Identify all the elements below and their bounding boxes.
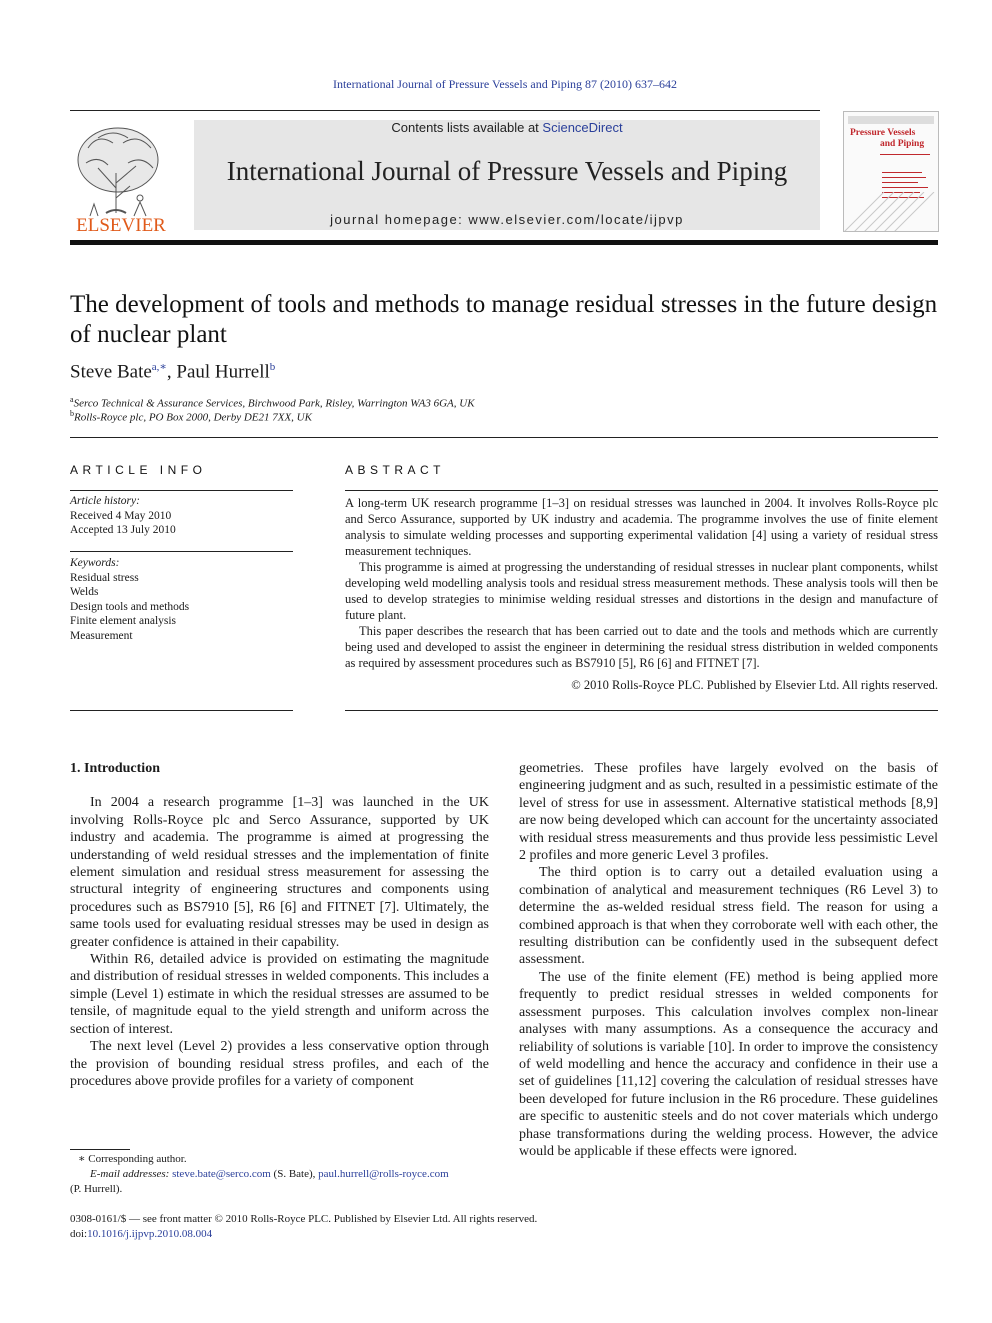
affiliation-mark: b [70,409,74,418]
info-rule [70,490,293,491]
info-rule [70,710,293,711]
affiliation-text: Serco Technical & Assurance Services, Birchwood Park, Risley, Warrington WA3 6GA, UK [73,397,475,410]
abstract-paragraph: A long-term UK research programme [1–3] on residual stresses was launched in 2004. It involves Rolls-Royce plc and Serco Assurance, supported by UK industry and academia. The programme involves the use of finite element analysis to simulate welding processes and supporting experimental validation [4] using a variety of residual stress measurement techniques. [345,496,938,558]
abstract-body [345,495,938,693]
accepted-date: Accepted 13 July 2010 [70,524,176,536]
journal-citation[interactable]: International Journal of Pressure Vessels and Piping 87 (2010) 637–642 [332,77,678,91]
body-paragraph: The use of the finite element (FE) method is being applied more frequently to predict residual stresses in welded components for assessment purposes. This calculation involves complex non-linear analyses with many assumptions. As a consequence the accuracy and reliability of solutions is variable [10]. In order to improve the consistency of weld modelling and hence the accuracy and confidence in their use a set of guidelines [11,12] covering the calculation of residual stresses have been developed for future inclusion in the R6 procedure. These guidelines are specific to austenitic steels and do not cover materials which undergo phase transformations during the welding process. However, the advice would be applicable if these effects were ignored. [519,969,938,1159]
author-name[interactable]: Steve Bate [70,361,152,383]
body-right-column [519,760,938,1160]
doi-link[interactable]: 10.1016/j.ijpvp.2010.08.004 [87,1228,213,1240]
affiliation-b [70,409,312,424]
front-matter [70,1212,940,1242]
body-paragraph: In 2004 a research programme [1–3] was launched in the UK involving Rolls-Royce plc and Serco Assurance, supported by UK industry and academia. The programme is aimed at progressing the understanding of weld residual stresses and the implementation of finite element simulation and residual stress measurement for assessing the structural integrity of engineering structures and components using procedures such as BS7910 [5], R6 [6] and FITNET [7]. Ultimately, the same tools used for evaluating residual stresses may be used in design as greater confidence is attained in their capability. [70,795,489,950]
abstract-paragraph: This programme is aimed at progressing the understanding of residual stresses in nuclear plant components, whilst developing weld modelling analysis tools and residual stress measurement methods. These analysis tools will then be used to develop strategies to minimise welding residual stresses and distortions in the design and manufacture of future plant. [345,560,938,622]
body-paragraph: The next level (Level 2) provides a less conservative option through the provision of bounding residual stress profiles, and each of the procedures above provide profiles for a variety of component [70,1039,489,1089]
cover-pattern-icon [844,192,938,232]
section-heading: 1. Introduction [70,761,160,776]
keyword: Design tools and methods [70,600,190,613]
header-thick-rule [70,240,938,245]
footnote-mark: ∗ [78,1153,86,1165]
author-name[interactable]: Paul Hurrell [176,361,270,383]
author-affiliation-mark[interactable]: a,∗ [151,361,167,373]
author-list [70,360,275,383]
article-history [70,494,293,538]
abstract-rule [345,490,938,491]
cover-title [850,128,924,150]
elsevier-logo[interactable] [68,118,174,236]
contents-line [194,120,820,135]
elsevier-tree-icon [68,118,174,236]
affiliation-text: Rolls-Royce plc, PO Box 2000, Derby DE21 7XX, UK [74,411,312,424]
keywords-label: Keywords: [70,557,120,569]
keyword: Residual stress [70,571,139,584]
email-owner: (P. Hurrell). [70,1183,123,1195]
footnote [70,1152,490,1197]
cover-title-line2: and Piping [880,139,925,149]
author-separator: , [166,361,177,383]
contents-prefix: Contents lists available at [391,120,543,135]
email-label: E-mail addresses: [90,1168,170,1180]
keyword: Welds [70,586,99,598]
cover-top-band [848,116,934,124]
keywords-block [70,556,293,643]
doi-label: doi: [70,1228,88,1240]
info-rule [70,551,293,552]
cover-divider [880,154,930,155]
abstract-rule [345,710,938,711]
abstract-paragraph: This paper describes the research that has been carried out to date and the tools and methods which are currently being used and developed to assist the engineer in determining the residual stress distribution in welded components as required by assessment procedures such as BS7910 [5], R6 [6] and FITNET [7]. [345,624,938,670]
cover-title-line1: Pressure Vessels [850,128,916,138]
section-divider [70,437,938,438]
journal-cover-thumbnail[interactable] [843,111,939,232]
body-paragraph: Within R6, detailed advice is provided on estimating the magnitude and distribution of residual stresses in welded components. This includes a simple (Level 1) estimate in which the residual stresses are assumed to be tensile, of magnitude equal to the yield strength and uniform across the section of interest. [70,952,489,1037]
received-date: Received 4 May 2010 [70,509,172,522]
keyword: Finite element analysis [70,615,177,627]
keyword: Measurement [70,629,133,642]
author-affiliation-mark[interactable]: b [269,361,276,373]
email-owner: (S. Bate), [270,1168,319,1180]
email-link[interactable]: paul.hurrell@rolls-royce.com [318,1168,449,1180]
abstract-copyright: © 2010 Rolls-Royce PLC. Published by Elsevier Ltd. All rights reserved. [571,678,938,692]
email-link[interactable]: steve.bate@serco.com [172,1168,271,1180]
body-paragraph: geometries. These profiles have largely evolved on the basis of engineering judgment and as such, resulted in a pessimistic estimate of the level of stress for use in assessment. Alternative statistical methods [8,9] are now being developed which can account for the uncertainty associated with residual stress measurements and thus provide less pessimistic Level 2 profiles and more generic Level 3 profiles. [519,761,938,864]
article-info-heading: ARTICLE INFO [70,463,207,477]
affiliation-a [70,395,475,410]
journal-title: International Journal of Pressure Vessels and Piping [226,156,788,186]
affiliation-mark: a [70,395,74,404]
journal-homepage[interactable]: journal homepage: www.elsevier.com/locate/ijpvp [330,212,684,227]
body-left-column [70,760,489,1090]
history-label: Article history: [70,495,140,507]
header-rule [70,110,820,111]
issn-line: 0308-0161/$ — see front matter © 2010 Rolls-Royce PLC. Published by Elsevier Ltd. All rights reserved. [70,1213,538,1225]
journal-banner [194,120,820,230]
elsevier-wordmark: ELSEVIER [76,215,166,236]
abstract-heading: ABSTRACT [345,463,446,477]
footnote-rule [70,1149,130,1150]
sciencedirect-link[interactable]: ScienceDirect [542,120,623,135]
corresponding-author-note: Corresponding author. [88,1153,187,1165]
body-paragraph: The third option is to carry out a detailed evaluation using a combination of analytical and measurement techniques (R6 Level 3) to determine the as-welded residual stress field. The reason for using a combined approach is that when they corroborate well with each other, the resulting distribution can be confidently used in the subsequent defect assessment. [519,865,938,968]
article-title: The development of tools and methods to manage residual stresses in the future design of nuclear plant [70,291,938,348]
